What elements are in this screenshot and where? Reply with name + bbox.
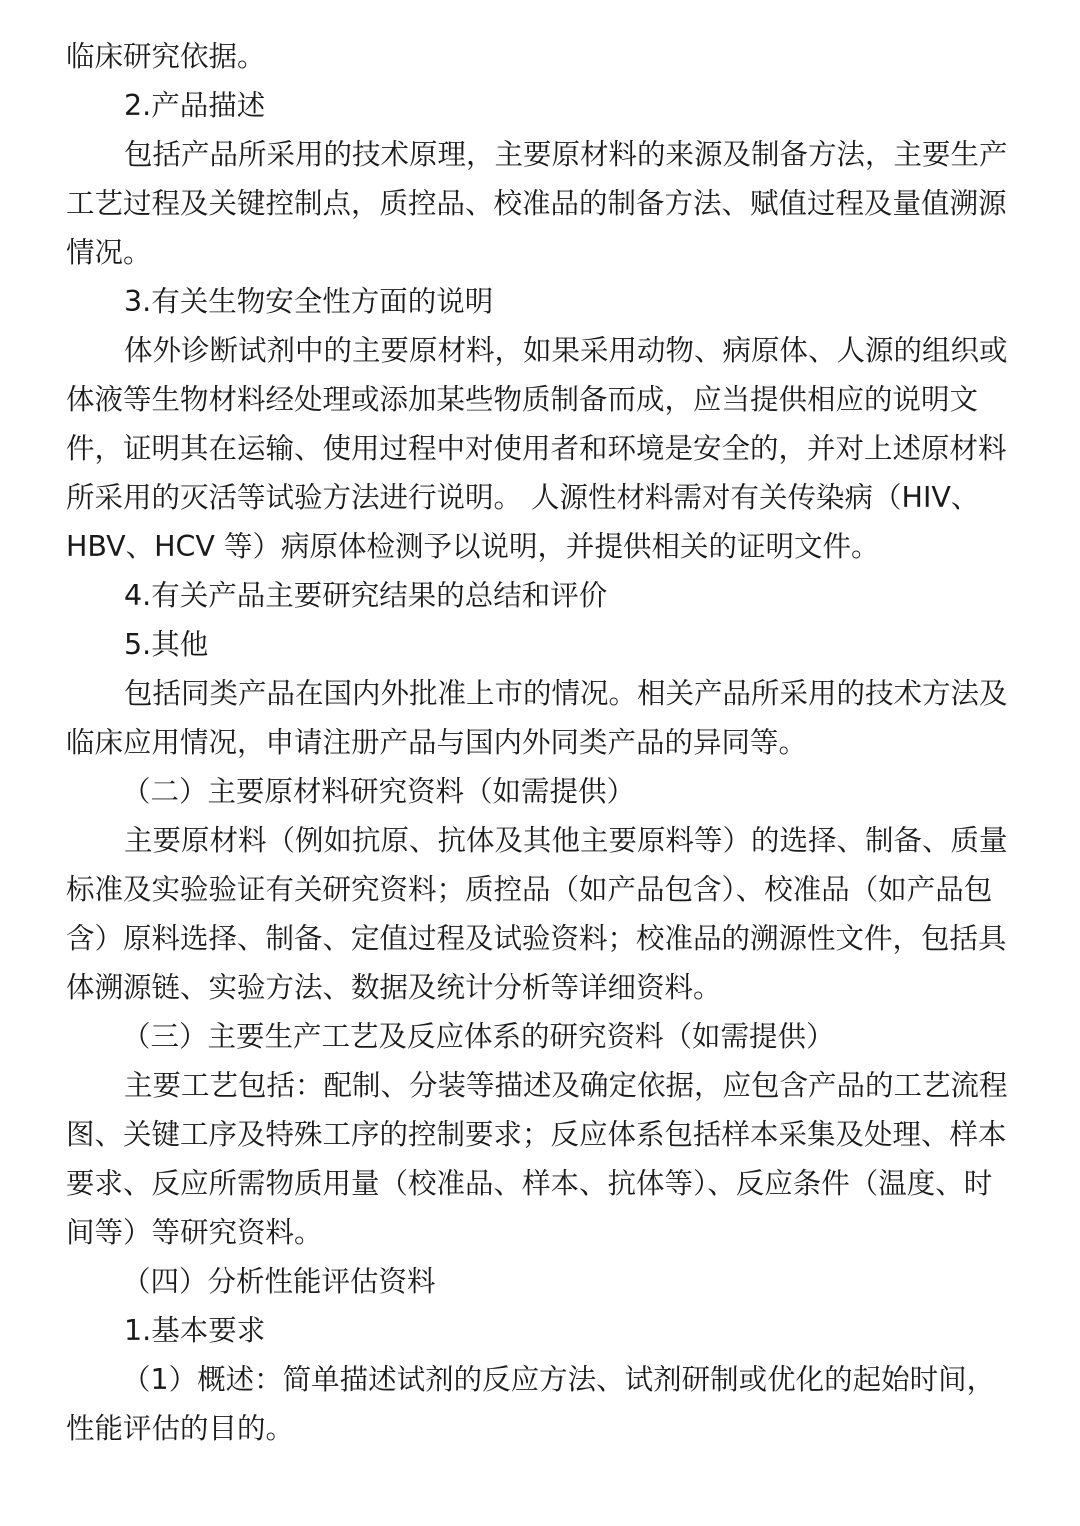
text-line: 件，证明其在运输、使用过程中对使用者和环境是安全的，并对上述原材料 (66, 432, 1007, 465)
text-line: 临床研究依据。 (66, 40, 266, 73)
text-line: 间等）等研究资料。 (66, 1216, 323, 1249)
text-line: 含）原料选择、制备、定值过程及试验资料；校准品的溯源性文件，包括具 (66, 922, 1007, 955)
text-line: 所采用的灭活等试验方法进行说明。 人源性材料需对有关传染病（HIV、 (66, 481, 980, 514)
text-line: 图、关键工序及特殊工序的控制要求；反应体系包括样本采集及处理、样本 (66, 1118, 1007, 1151)
text-line: 临床应用情况，申请注册产品与国内外同类产品的异同等。 (66, 726, 808, 759)
text-line: 要求、反应所需物质用量（校准品、样本、抗体等）、反应条件（温度、时 (66, 1167, 993, 1200)
text-line: 包括产品所采用的技术原理，主要原材料的来源及制备方法，主要生产 (124, 138, 1008, 171)
section-heading: 5.其他 (124, 628, 209, 661)
text-line: 体液等生物材料经处理或添加某些物质制备而成，应当提供相应的说明文 (66, 383, 979, 416)
text-line: 情况。 (66, 236, 152, 269)
text-line: 主要工艺包括：配制、分装等描述及确定依据，应包含产品的工艺流程 (124, 1069, 1008, 1102)
text-line: 体溯源链、实验方法、数据及统计分析等详细资料。 (66, 971, 722, 1004)
section-heading: 1.基本要求 (124, 1314, 266, 1347)
section-heading: 4.有关产品主要研究结果的总结和评价 (124, 579, 608, 612)
text-line: 体外诊断试剂中的主要原材料，如果采用动物、病原体、人源的组织或 (124, 334, 1008, 367)
text-line: 包括同类产品在国内外批准上市的情况。相关产品所采用的技术方法及 (124, 677, 1008, 710)
text-line: 工艺过程及关键控制点，质控品、校准品的制备方法、赋值过程及量值溯源 (66, 187, 1007, 220)
section-heading: （三）主要生产工艺及反应体系的研究资料（如需提供） (122, 1020, 835, 1053)
section-heading: 2.产品描述 (124, 89, 266, 122)
text-line: 标准及实验验证有关研究资料；质控品（如产品包含）、校准品（如产品包 (66, 873, 993, 906)
text-line: 性能评估的目的。 (66, 1412, 295, 1445)
section-heading: 3.有关生物安全性方面的说明 (124, 285, 494, 318)
text-line: HBV、HCV 等）病原体检测予以说明，并提供相关的证明文件。 (66, 530, 880, 563)
section-heading: （二）主要原材料研究资料（如需提供） (122, 775, 636, 808)
text-line: 主要原材料（例如抗原、抗体及其他主要原料等）的选择、制备、质量 (124, 824, 1008, 857)
text-line: （1）概述：简单描述试剂的反应方法、试剂研制或优化的起始时间， (122, 1363, 996, 1396)
section-heading: （四）分析性能评估资料 (122, 1265, 436, 1298)
